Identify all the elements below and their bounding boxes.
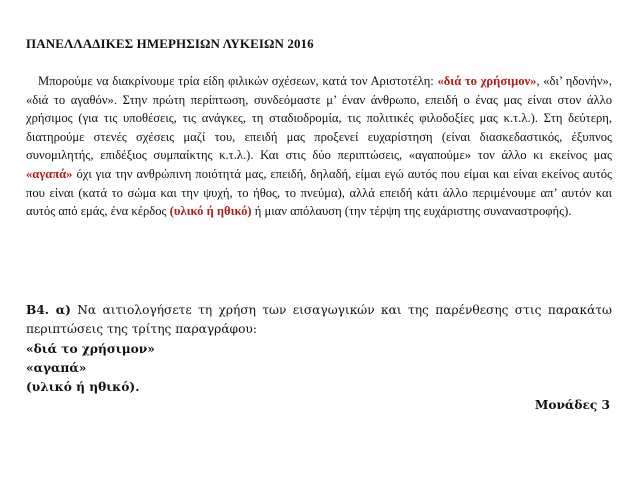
marks-label: Μονάδες 3 [534,398,610,412]
passage-text-2: , «δι’ ηδονήν», «διά το αγαθόν». Στην πρώτη περίπτωση, συνδεόμαστε μ’ έναν άνθρωπο, επειδή ο ένας μας είναι στον άλλο χρήσιμος (για τις υποθέσεις, τις ανάγκες, τη σταδιοδρομία, τις πολιτικές φιλοδοξίες μας κ.τ.λ.). Στη δεύτερη, διατηρούμε στενές σχέσεις μαζί του, επειδή μας προξενεί ευχαρίστηση (είναι διασκεδαστικός, έξυπνος συνομιλητής, επιδέξιος συμπαίκτης κ.τ.λ.). Και στις δύο περιπτώσεις, «αγαπούμε» τον άλλο κι εκείνος μας [26,74,612,163]
exam-title: ΠΑΝΕΛΛΑΔΙΚΕΣ ΗΜΕΡΗΣΙΩΝ ΛΥΚΕΙΩΝ 2016 [26,36,314,51]
quote-agapa: «αγαπά» [26,166,73,181]
question-item: (υλικό ή ηθικό). [26,380,140,394]
passage-text-3: όχι για την ανθρώπινη ποιότητά μας, επειδή, δηλαδή, είμαι εγώ αυτός που είμαι και είναι εκείνος αυτός που είναι (κατά το σώμα και την ψυχή, το ήθος, το πνεύμα), αλλά επειδή κάτι άλλο περιμένουμε απ’ αυτόν και αυτός από εμάς, ένα κέρδος [26,166,612,219]
passage-text-1: Μπορούμε να διακρίνουμε τρία είδη φιλικών σχέσεων, κατά τον Αριστοτέλη: [38,74,438,88]
question-b4a [26,301,612,339]
question-item: «διά το χρήσιμον» [26,342,155,356]
question-label: Β4. α) [26,303,71,317]
passage-paragraph [26,72,612,221]
question-item: «αγαπά» [26,361,87,375]
question-text: Να αιτιολογήσετε τη χρήση των εισαγωγικών και της παρένθεσης στις παρακάτω περιπτώσεις της τρίτης παραγράφου: [26,303,612,336]
quote-dia-to-chrisimon: «διά το χρήσιμον» [437,74,537,88]
passage-text-4: ή μιαν απόλαυση (την τέρψη της ευχάριστης συναναστροφής). [251,204,572,219]
parenthesis-yliko-i-ithiko: (υλικό ή ηθικό) [169,204,252,219]
